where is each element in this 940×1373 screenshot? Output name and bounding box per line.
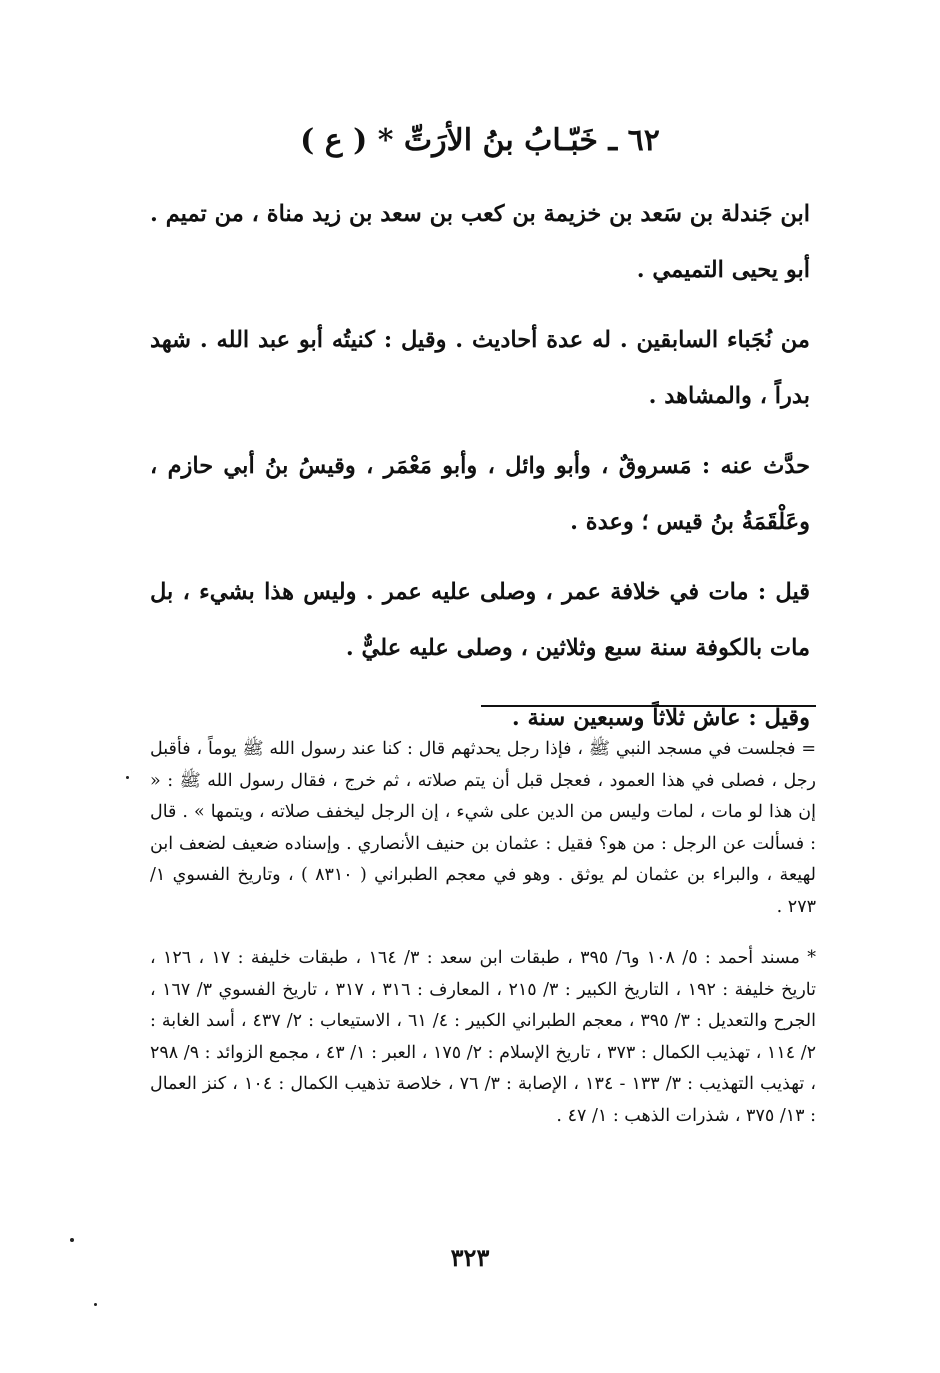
entry-heading: ٦٢ ـ خَبّـابُ بنُ الأرَتِّ * ( ع ) (300, 123, 660, 158)
footnote-sources: * مسند أحمد : ٥/ ١٠٨ و٦/ ٣٩٥ ، طبقات ابن سعد : ٣/ ١٦٤ ، طبقات خليفة : ١٧ ، ١٢٦ ، تاريخ خليفة : ١٩٢ ، التاريخ الكبير : ٣/ ٢١٥ ، المعارف : ٣١٦ ، ٣١٧ ، تاريخ الفسوي ٣/ ١٦٧ ، الجرح والتعديل : ٣/ ٣٩٥ ، معجم الطبراني الكبير : ٤/ ٦١ ، الاستيعاب : ٢/ ٤٣٧ ، أسد الغابة : ٢/ ١١٤ ، تهذيب الكمال : ٣٧٣ ، تاريخ الإسلام : ٢/ ١٧٥ ، العبر : ١/ ٤٣ ، مجمع الزوائد : ٩/ ٢٩٨ ، تهذيب التهذيب : ٣/ ١٣٣ - ١٣٤ ، الإصابة : ٣/ ٧٦ ، خلاصة تذهيب الكمال : ١٠٤ ، كنز العمال : ١٣/ ٣٧٥ ، شذرات الذهب : ١/ ٤٧ . (150, 948, 817, 1126)
biography-body (150, 186, 810, 760)
footnote-divider (481, 705, 816, 707)
page-number: ٣٢٣ (450, 1243, 490, 1272)
lineage-paragraph: ابن جَندلة بن سَعد بن خزيمة بن كعب بن سعد بن زيد مناة ، من تميم . أبو يحيى التميمي . (150, 201, 810, 283)
age-paragraph: وقيل : عاش ثلاثاً وسبعين سنة . (511, 705, 810, 731)
footnotes (150, 734, 816, 1152)
scan-speck (94, 1303, 97, 1306)
footnote-continuation: = فجلست في مسجد النبي ﷺ ، فإذا رجل يحدثهم قال : كنا عند رسول الله ﷺ يوماً ، فأقبل رجل ، فصلى في هذا العمود ، فعجل قبل أن يتم صلاته ، ثم خرج ، فقال رسول الله ﷺ : « إن هذا لو مات ، لمات وليس من الدين على شيء ، إن الرجل ليخفف صلاته ، ويتمها » . قال : فسألت عن الرجل : من هو؟ فقيل : عثمان بن حنيف الأنصاري . وإسناده ضعيف لضعف ابن لهيعة ، والبراء بن عثمان لم يوثق . وهو في معجم الطبراني ( ٨٣١٠ ) ، وتاريخ الفسوي ١/ ٢٧٣ . (150, 739, 816, 917)
death-paragraph: قيل : مات في خلافة عمر ، وصلى عليه عمر . وليس هذا بشيء ، بل مات بالكوفة سنة سبع وثلاثين ، وصلى عليه عليٌّ . (150, 579, 810, 661)
narrators-paragraph: حدَّث عنه : مَسروقٌ ، وأبو وائل ، وأبو مَعْمَر ، وقيسُ بنُ أبي حازم ، وعَلْقَمَةُ بنُ قيس ؛ وعدة . (150, 453, 810, 535)
scan-speck (126, 776, 129, 779)
status-paragraph: من نُجَباء السابقين . له عدة أحاديث . وقيل : كنيتُه أبو عبد الله . شهد بدراً ، والمشاهد . (150, 327, 810, 409)
scan-speck (70, 1238, 74, 1242)
